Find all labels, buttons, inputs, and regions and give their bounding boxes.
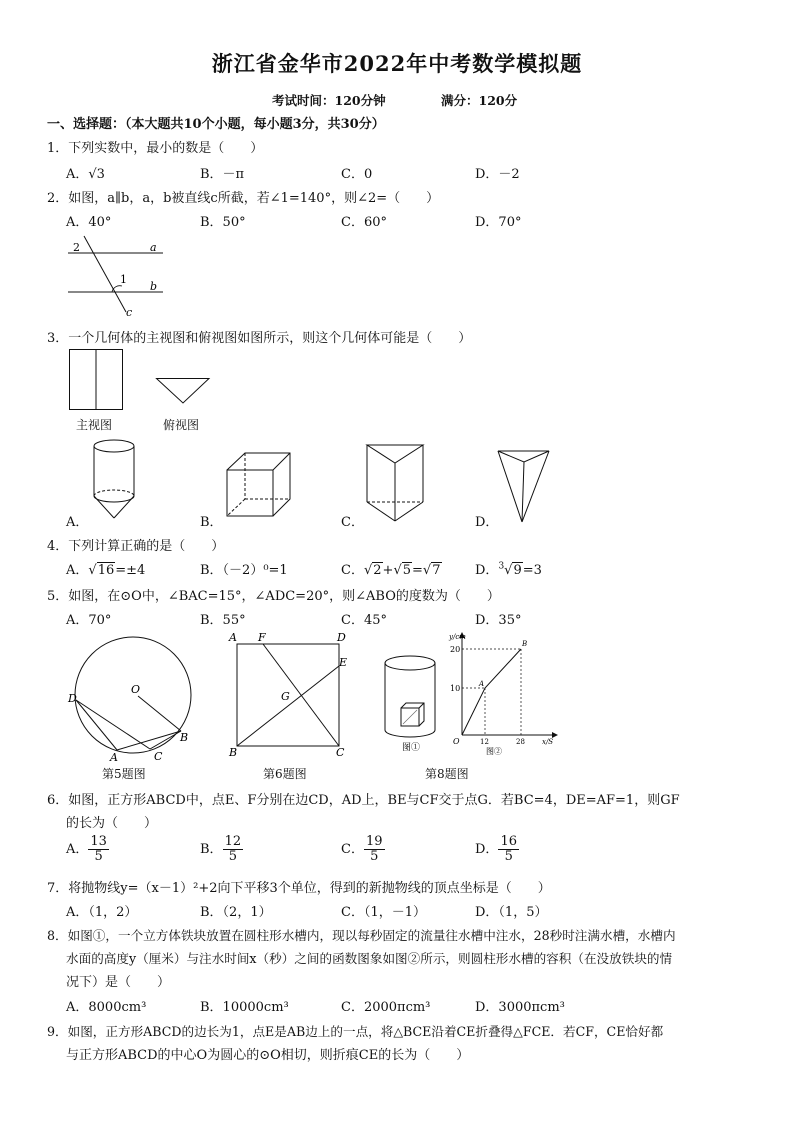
q8-stem-line2: 水面的高度y（厘米）与注水时间x（秒）之间的函数图象如图②所示，则圆柱形水槽的容积（在没放铁块的情 (66, 951, 673, 966)
q3-option-d-pyramid (497, 450, 553, 524)
q2-label-1: 1 (120, 273, 127, 286)
q6-label-f: F (258, 631, 266, 644)
q7-option-c: C．（1，－1） (341, 905, 426, 920)
full-score: 满分：120分 (441, 93, 518, 108)
q2-label-c: c (126, 306, 133, 319)
q9-stem-line2: 与正方形ABCD的中心O为圆心的⊙O相切，则折痕CE的长为（ ） (66, 1048, 470, 1063)
q8-option-c: C．2000πcm³ (341, 1000, 431, 1015)
q8-xlabel: x/S (542, 738, 554, 746)
q3-option-d: D． (475, 515, 499, 530)
q1-option-b: B．－π (200, 167, 245, 182)
q2-option-b: B．50° (200, 215, 246, 230)
q1-stem: 1．下列实数中，最小的数是（ ） (47, 141, 264, 156)
q5-option-a: A．70° (66, 613, 112, 628)
q7-option-a: A．（1，2） (66, 905, 138, 920)
q6-option-a: A． $\frac{13}{5}$ (66, 834, 107, 864)
q3-option-c-prism (366, 444, 426, 524)
q1-option-c: C．0 (341, 167, 373, 182)
q6-label-a: A (229, 631, 237, 644)
q3-stem: 3．一个几何体的主视图和俯视图如图所示，则这个几何体可能是（ ） (47, 331, 472, 346)
q5-option-c: C．45° (341, 613, 387, 628)
exam-time: 考试时间：120分钟 (272, 93, 386, 108)
q6-option-b: B． $\frac{12}{5}$ (200, 834, 242, 864)
q7-option-b: B．（2，1） (200, 905, 272, 920)
section-heading: 一、选择题：（本大题共10个小题，每小题3分，共30分） (47, 117, 385, 132)
q3-option-a-cylinder-cone (92, 438, 137, 520)
fig5-caption: 第5题图 (102, 767, 146, 781)
q3-front-view (69, 349, 124, 411)
q8-ylabel: y/cm (449, 633, 466, 641)
q8-stem-line3: 况下）是（ ） (66, 975, 171, 990)
q8-tick-12: 12 (480, 738, 489, 746)
q3-option-a: A． (66, 515, 89, 530)
q8-tick-10: 10 (450, 684, 461, 693)
q8-fig1-label: 图① (402, 743, 421, 753)
q8-option-d: D．3000πcm³ (475, 1000, 565, 1015)
q6-stem-line1: 6．如图，正方形ABCD中，点E、F分别在边CD，AD上，BE与CF交于点G．若BC=4，DE=AF=1，则GF (47, 793, 680, 808)
q8-origin: O (453, 737, 460, 746)
q3-front-view-caption: 主视图 (76, 418, 113, 432)
q6-option-d: D． $\frac{16}{5}$ (475, 834, 517, 864)
q3-top-view (156, 378, 211, 406)
fig6-caption: 第6题图 (263, 767, 307, 781)
q2-stem: 2．如图，a∥b，a，b被直线c所截，若∠1=140°，则∠2=（ ） (47, 191, 440, 206)
q5-label-c: C (154, 750, 163, 763)
q5-option-d: D．35° (475, 613, 522, 628)
q5-label-d: D (68, 692, 77, 705)
q8-graph-figure (448, 632, 558, 756)
q2-parallel-lines-figure (60, 232, 170, 322)
q5-option-b: B．55° (200, 613, 246, 628)
q3-top-view-caption: 俯视图 (163, 418, 200, 432)
q2-option-d: D．70° (475, 215, 522, 230)
q3-option-b: B． (200, 515, 223, 530)
q8-option-b: B．10000cm³ (200, 1000, 289, 1015)
q6-label-b: B (229, 746, 238, 759)
q2-option-a: A．40° (66, 215, 112, 230)
q4-option-c: C．√2+√5=√7 (341, 563, 441, 578)
q8-point-b: B (522, 640, 528, 648)
q6-option-c: C． $\frac{19}{5}$ (341, 834, 383, 864)
q8-tick-20: 20 (450, 645, 461, 654)
q2-label-2: 2 (73, 241, 80, 254)
q6-label-c: C (336, 746, 345, 759)
fig8-caption: 第8题图 (425, 767, 469, 781)
q1-option-a: A．√3 (66, 167, 105, 182)
q8-option-a: A．8000cm³ (66, 1000, 147, 1015)
q6-label-e: E (339, 656, 348, 669)
q5-label-b: B (180, 731, 189, 744)
q2-label-b: b (150, 280, 158, 293)
q7-option-d: D．（1，5） (475, 905, 548, 920)
q4-option-d: D．$^3$√9=3 (475, 561, 542, 578)
q2-label-a: a (150, 241, 157, 254)
q8-point-a: A (479, 680, 485, 688)
q5-label-o: O (131, 683, 141, 696)
q8-fig2-label: 图② (486, 747, 502, 756)
q3-option-b-cube (226, 452, 292, 520)
q6-label-d: D (337, 631, 346, 644)
q1-option-d: D．－2 (475, 167, 520, 182)
q5-label-a: A (110, 751, 118, 764)
q5-circle-figure (68, 634, 198, 764)
page-title: 浙江省金华市2022年中考数学模拟题 (211, 51, 583, 76)
q8-tick-28: 28 (516, 738, 525, 746)
q4-option-a: A．√16=±4 (66, 563, 146, 578)
q6-square-figure (226, 628, 356, 762)
q5-stem: 5．如图，在⊙O中，∠BAC=15°，∠ADC=20°，则∠ABO的度数为（ ） (47, 589, 500, 604)
q4-option-b: B．（－2）⁰=1 (200, 563, 288, 578)
q4-stem: 4．下列计算正确的是（ ） (47, 539, 225, 554)
q6-label-g: G (281, 690, 290, 703)
q8-stem-line1: 8．如图①，一个立方体铁块放置在圆柱形水槽内，现以每秒固定的流量往水槽中注水，28秒时注满水槽，水槽内 (47, 928, 676, 943)
q2-option-c: C．60° (341, 215, 387, 230)
q9-stem-line1: 9．如图，正方形ABCD的边长为1，点E是AB边上的一点，将△BCE沿着CE折叠得△FCE．若CF，CE恰好都 (47, 1024, 664, 1039)
q7-stem: 7．将抛物线y=（x－1）²+2向下平移3个单位，得到的新抛物线的顶点坐标是（ ） (47, 881, 551, 896)
q8-tank-figure (382, 654, 442, 754)
q3-option-c: C． (341, 515, 364, 530)
q6-stem-line2: 的长为（ ） (66, 816, 158, 831)
